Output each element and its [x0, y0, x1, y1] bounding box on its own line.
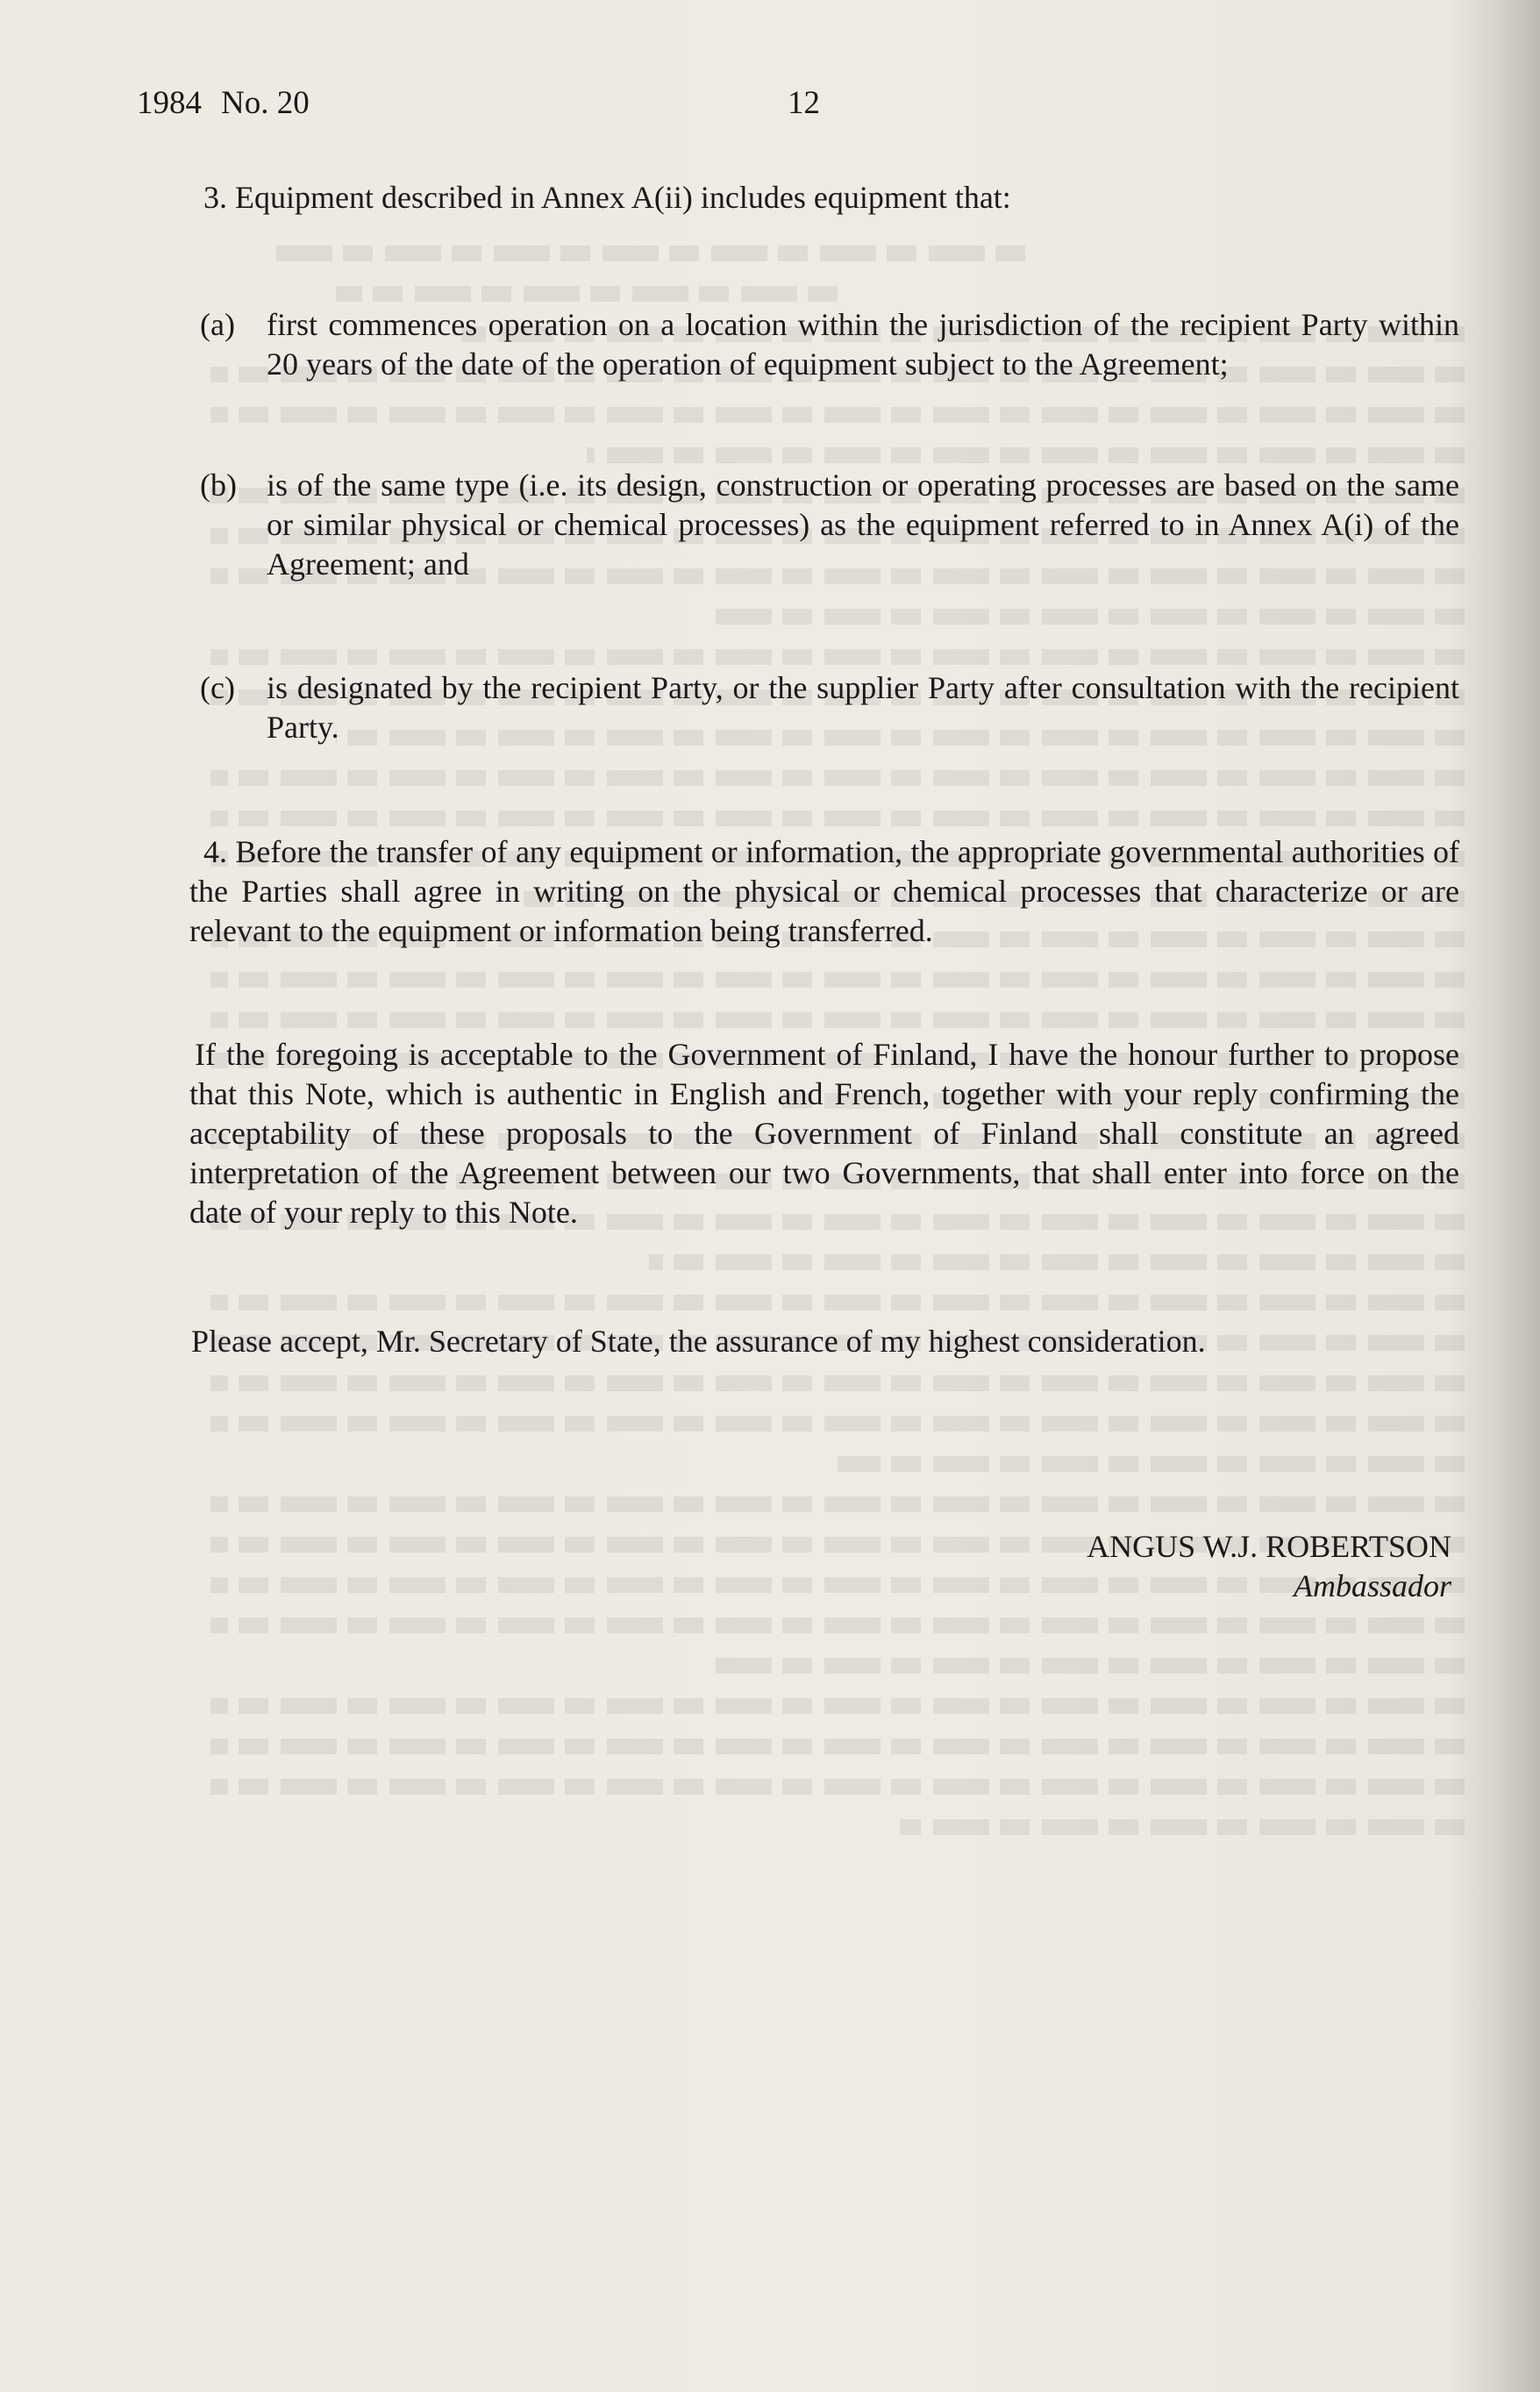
- signatory-title: Ambassador: [1293, 1568, 1451, 1603]
- closing-paragraph: If the foregoing is acceptable to the Government of Finland, I have the honour further to propose that this Note, which is authentic in English and French, together with your reply confirming the acceptability of these proposals to the Government of Finland shall constitute an agreed interpretation of the Agreement between our two Governments, that shall enter into force on the date of your reply to this Note.: [189, 1037, 1459, 1230]
- list-item-label: (b): [200, 468, 237, 503]
- list-item-c: [200, 668, 1459, 747]
- page-number: 12: [788, 85, 820, 121]
- list-item-text: is of the same type (i.e. its design, construction or operating processes are based on the same or similar physical or chemical processes) as the equipment referred to in Annex A(i) of the Agreement; and: [267, 468, 1459, 582]
- signature-block: [1087, 1527, 1451, 1606]
- list-item-text: is designated by the recipient Party, or the supplier Party after consultation with the recipient Party.: [267, 670, 1459, 745]
- list-item-b: [200, 466, 1459, 584]
- paragraph-3: 3. Equipment described in Annex A(ii) includes equipment that:: [203, 180, 1011, 215]
- header-year: 1984: [137, 85, 202, 121]
- list-item-label: (a): [200, 307, 235, 342]
- paragraph-4: 4. Before the transfer of any equipment or information, the appropriate governmental authorities of the Parties shall agree in writing on the physical or chemical processes that characterize or are relevant to the equipment or information being transferred.: [189, 834, 1459, 948]
- closing-courtesy: Please accept, Mr. Secretary of State, the assurance of my highest consideration.: [191, 1324, 1206, 1359]
- header-number: No. 20: [221, 85, 310, 121]
- list-item-a: [200, 305, 1459, 384]
- list-item-label: (c): [200, 670, 235, 705]
- list-item-text: first commences operation on a location within the jurisdiction of the recipient Party within 20 years of the date of the operation of equipment subject to the Agreement;: [267, 307, 1459, 382]
- signatory-name: ANGUS W.J. ROBERTSON: [1087, 1529, 1451, 1564]
